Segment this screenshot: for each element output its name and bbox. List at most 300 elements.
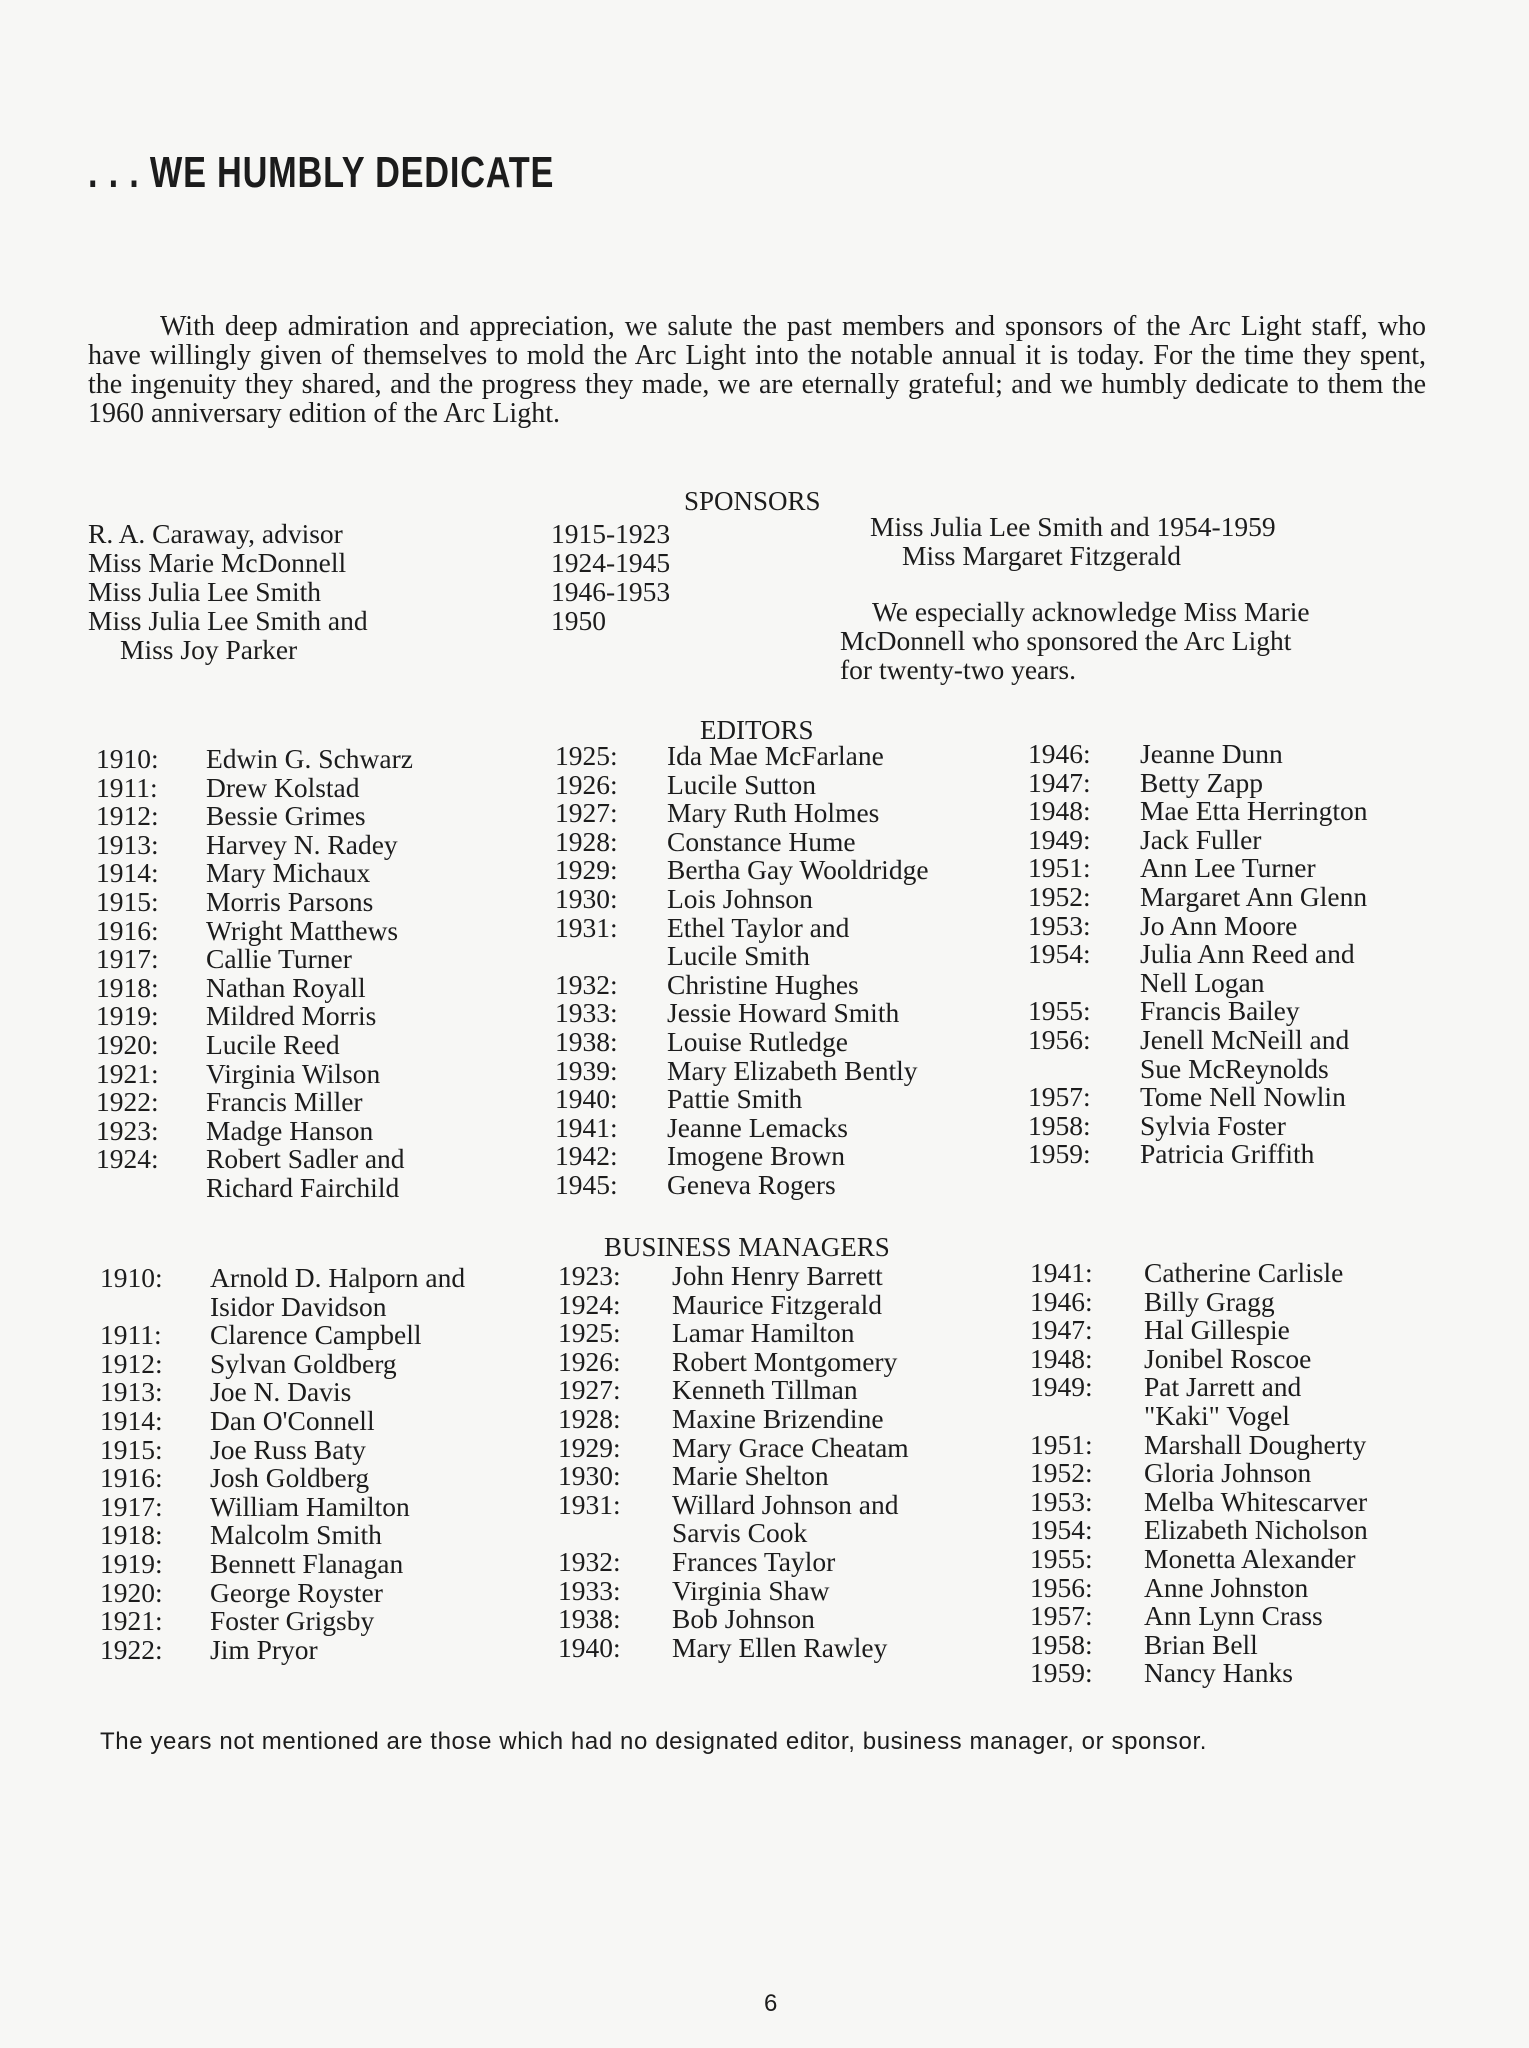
roster-name: Nell Logan	[1140, 966, 1265, 998]
roster-year: 1915:	[100, 1433, 163, 1465]
roster-year: 1914:	[100, 1404, 163, 1436]
roster-year: 1931:	[558, 1488, 621, 1520]
acknowledge-line: for twenty-two years.	[840, 654, 1076, 685]
roster-row	[555, 1142, 929, 1171]
roster-name: Jeanne Lemacks	[667, 1111, 848, 1143]
roster-row	[100, 1404, 465, 1436]
roster-year: 1925:	[558, 1317, 621, 1349]
business-managers-heading: BUSINESS MANAGERS	[604, 1232, 890, 1262]
roster-row	[96, 971, 413, 1003]
roster-name: Elizabeth Nicholson	[1144, 1514, 1368, 1546]
roster-year: 1946:	[1028, 738, 1091, 769]
roster-year	[555, 942, 667, 971]
roster-row	[1030, 1428, 1368, 1460]
roster-row	[555, 799, 929, 828]
roster-year: 1959:	[1030, 1657, 1093, 1689]
roster-name: Maxine Brizendine	[672, 1402, 884, 1434]
roster-year: 1954:	[1028, 938, 1091, 970]
roster-name: Bessie Grimes	[206, 800, 366, 832]
roster-year: 1922:	[96, 1086, 159, 1118]
sponsor-name: Miss Joy Parker	[120, 634, 298, 665]
roster-row	[555, 911, 929, 943]
roster-year: 1932:	[558, 1545, 621, 1577]
roster-year	[96, 1174, 206, 1203]
roster-year: 1923:	[558, 1260, 621, 1291]
roster-name: Ida Mae McFarlane	[667, 740, 884, 771]
roster-row	[96, 1088, 413, 1117]
roster-year: 1948:	[1030, 1342, 1093, 1374]
roster-year: 1953:	[1030, 1485, 1093, 1517]
roster-name: Monetta Alexander	[1144, 1542, 1356, 1574]
roster-year: 1919:	[96, 1000, 159, 1032]
roster-name: Isidor Davidson	[210, 1290, 387, 1322]
roster-row	[555, 1054, 929, 1086]
roster-row	[555, 968, 929, 1000]
roster-year: 1921:	[100, 1605, 163, 1637]
sponsors-heading: SPONSORS	[684, 486, 821, 516]
roster-row	[100, 1290, 465, 1322]
roster-name: Sue McReynolds	[1140, 1052, 1329, 1084]
roster-year: 1929:	[558, 1431, 621, 1463]
roster-name: Jim Pryor	[210, 1633, 318, 1665]
roster-row	[1028, 740, 1368, 769]
roster-name: Dan O'Connell	[210, 1404, 375, 1436]
roster-row	[100, 1347, 465, 1379]
roster-row	[1028, 1023, 1368, 1055]
roster-row	[100, 1633, 465, 1665]
roster-year: 1911:	[96, 771, 158, 803]
sponsor-name: Miss Julia Lee Smith and 1954-1959	[870, 511, 1276, 542]
roster-year: 1925:	[555, 740, 618, 771]
roster-row	[100, 1490, 465, 1522]
roster-row	[100, 1378, 465, 1407]
sponsor-years: 1915-1923	[551, 518, 671, 549]
roster-row	[96, 1145, 413, 1174]
roster-name: Jeanne Dunn	[1140, 738, 1283, 769]
roster-name: Joe N. Davis	[210, 1376, 352, 1408]
roster-name: Marshall Dougherty	[1144, 1428, 1367, 1460]
roster-row	[96, 1002, 413, 1031]
roster-row	[558, 1545, 909, 1577]
editors-column-3	[1028, 740, 1368, 1169]
roster-year: 1952:	[1028, 880, 1091, 912]
roster-name: Gloria Johnson	[1144, 1457, 1312, 1489]
roster-row	[558, 1345, 909, 1377]
business-column-2	[558, 1262, 909, 1662]
roster-row	[96, 802, 413, 831]
roster-name: Patricia Griffith	[1140, 1138, 1315, 1170]
editors-column-1	[96, 745, 413, 1203]
roster-year: 1923:	[96, 1114, 159, 1146]
roster-row	[1028, 854, 1368, 883]
roster-year: 1946:	[1030, 1285, 1093, 1317]
roster-row	[96, 771, 413, 803]
roster-year: 1928:	[555, 825, 618, 857]
roster-row	[1030, 1399, 1368, 1431]
roster-name: Joe Russ Baty	[210, 1433, 366, 1465]
roster-row	[100, 1607, 465, 1636]
roster-row	[96, 1028, 413, 1060]
roster-row	[1028, 797, 1368, 826]
roster-year: 1938:	[558, 1603, 621, 1635]
roster-year: 1947:	[1030, 1314, 1093, 1346]
roster-year: 1957:	[1028, 1081, 1091, 1113]
roster-name: Frances Taylor	[672, 1545, 836, 1577]
roster-year: 1911:	[100, 1319, 162, 1351]
roster-year: 1924:	[558, 1288, 621, 1320]
roster-row	[96, 1114, 413, 1146]
roster-row	[1028, 1083, 1368, 1112]
roster-year: 1926:	[555, 768, 618, 800]
roster-name: Sylvia Foster	[1140, 1109, 1286, 1141]
roster-row	[1028, 1109, 1368, 1141]
roster-year: 1955:	[1030, 1542, 1093, 1574]
roster-row	[1028, 909, 1368, 941]
roster-year	[1028, 1055, 1140, 1084]
roster-row	[558, 1376, 909, 1405]
roster-row	[100, 1547, 465, 1579]
roster-name: Jonibel Roscoe	[1144, 1342, 1312, 1374]
roster-year: 1912:	[100, 1347, 163, 1379]
sponsors-names	[88, 519, 368, 664]
roster-row	[555, 999, 929, 1028]
roster-name: Betty Zapp	[1140, 766, 1263, 798]
roster-row	[555, 1111, 929, 1143]
roster-year: 1938:	[555, 1025, 618, 1057]
roster-year: 1940:	[555, 1083, 618, 1115]
roster-name: "Kaki" Vogel	[1144, 1399, 1290, 1431]
roster-row	[1028, 997, 1368, 1026]
roster-row	[558, 1605, 909, 1634]
roster-name: Clarence Campbell	[210, 1319, 422, 1351]
roster-row	[96, 885, 413, 917]
roster-row	[555, 768, 929, 800]
roster-name: Malcolm Smith	[210, 1519, 382, 1551]
roster-row	[96, 828, 413, 860]
roster-name: Jessie Howard Smith	[667, 997, 900, 1029]
roster-row	[558, 1288, 909, 1320]
roster-row	[1028, 1052, 1368, 1084]
roster-row	[100, 1321, 465, 1350]
roster-row	[555, 1025, 929, 1057]
roster-name: Bertha Gay Wooldridge	[667, 854, 929, 886]
roster-year: 1959:	[1028, 1138, 1091, 1170]
roster-year	[1028, 969, 1140, 998]
roster-row	[96, 945, 413, 974]
roster-year: 1955:	[1028, 995, 1091, 1027]
roster-year: 1913:	[96, 828, 159, 860]
roster-year: 1920:	[100, 1576, 163, 1608]
roster-name: Bennett Flanagan	[210, 1547, 404, 1579]
sponsor-acknowledgement	[840, 597, 1310, 684]
roster-row	[1028, 966, 1368, 998]
roster-name: Christine Hughes	[667, 968, 859, 1000]
roster-year: 1954:	[1030, 1514, 1093, 1546]
roster-year: 1921:	[96, 1057, 159, 1089]
roster-name: Jack Fuller	[1140, 823, 1262, 855]
roster-row	[1030, 1659, 1368, 1688]
sponsors-right	[870, 512, 1276, 570]
roster-name: Brian Bell	[1144, 1628, 1258, 1660]
roster-name: Louise Rutledge	[667, 1025, 849, 1057]
roster-row	[1030, 1459, 1368, 1488]
roster-row	[1030, 1628, 1368, 1660]
roster-row	[100, 1433, 465, 1465]
roster-year: 1928:	[558, 1402, 621, 1434]
roster-name: Wright Matthews	[206, 914, 399, 946]
roster-name: Lucile Smith	[667, 940, 810, 972]
roster-year: 1953:	[1028, 909, 1091, 941]
roster-year: 1949:	[1028, 823, 1091, 855]
roster-row	[1030, 1285, 1368, 1317]
roster-name: Mildred Morris	[206, 1000, 377, 1032]
roster-name: Melba Whitescarver	[1144, 1485, 1368, 1517]
roster-row	[1028, 940, 1368, 969]
roster-year: 1924:	[96, 1143, 159, 1175]
roster-row	[96, 1057, 413, 1089]
roster-year: 1927:	[555, 797, 618, 829]
business-column-3	[1030, 1259, 1368, 1688]
roster-year: 1916:	[96, 914, 159, 946]
roster-year: 1932:	[555, 968, 618, 1000]
roster-name: Hal Gillespie	[1144, 1314, 1290, 1346]
roster-name: Constance Hume	[667, 825, 856, 857]
roster-name: Sylvan Goldberg	[210, 1347, 397, 1379]
roster-name: Foster Grigsby	[210, 1605, 375, 1637]
roster-name: Josh Goldberg	[210, 1462, 370, 1494]
roster-name: Ann Lynn Crass	[1144, 1600, 1323, 1632]
roster-name: Virginia Wilson	[206, 1057, 381, 1089]
editors-heading: EDITORS	[700, 715, 814, 745]
roster-row	[96, 859, 413, 888]
roster-name: Margaret Ann Glenn	[1140, 880, 1368, 912]
roster-year: 1941:	[1030, 1257, 1093, 1288]
roster-row	[1028, 766, 1368, 798]
roster-name: Lucile Reed	[206, 1028, 340, 1060]
roster-name: William Hamilton	[210, 1490, 410, 1522]
roster-year: 1918:	[96, 971, 159, 1003]
roster-name: John Henry Barrett	[672, 1260, 883, 1291]
roster-row	[100, 1464, 465, 1493]
sponsor-name: Miss Julia Lee Smith	[88, 576, 321, 607]
roster-year: 1920:	[96, 1028, 159, 1060]
roster-year: 1949:	[1030, 1371, 1093, 1403]
sponsors-years	[551, 519, 670, 635]
roster-year: 1933:	[558, 1574, 621, 1606]
roster-name: Francis Miller	[206, 1086, 363, 1118]
roster-year: 1948:	[1028, 795, 1091, 827]
roster-year: 1912:	[96, 800, 159, 832]
roster-name: Marie Shelton	[672, 1460, 829, 1492]
roster-row	[1030, 1485, 1368, 1517]
roster-year: 1930:	[555, 882, 618, 914]
roster-row	[555, 825, 929, 857]
roster-name: Julia Ann Reed and	[1140, 938, 1355, 970]
roster-name: Mary Ellen Rawley	[672, 1631, 888, 1663]
roster-year: 1931:	[555, 911, 618, 943]
roster-row	[1030, 1259, 1368, 1288]
roster-row	[558, 1402, 909, 1434]
roster-year: 1940:	[558, 1631, 621, 1663]
roster-year: 1951:	[1028, 852, 1091, 884]
roster-name: Drew Kolstad	[206, 771, 360, 803]
roster-name: Catherine Carlisle	[1144, 1257, 1344, 1288]
editors-column-2	[555, 742, 929, 1200]
roster-row	[555, 1085, 929, 1114]
roster-row	[555, 1168, 929, 1200]
roster-year: 1958:	[1030, 1628, 1093, 1660]
roster-row	[100, 1576, 465, 1608]
acknowledge-line: McDonnell who sponsored the Arc Light	[840, 625, 1292, 656]
roster-name: Willard Johnson and	[672, 1488, 899, 1520]
sponsor-name: Miss Margaret Fitzgerald	[902, 540, 1182, 571]
roster-name: Virginia Shaw	[672, 1574, 830, 1606]
roster-name: Madge Hanson	[206, 1114, 374, 1146]
roster-name: Imogene Brown	[667, 1140, 845, 1172]
sponsor-name: Miss Marie McDonnell	[88, 547, 347, 578]
roster-row	[100, 1521, 465, 1550]
roster-name: Callie Turner	[206, 943, 352, 975]
roster-year: 1910:	[96, 743, 159, 774]
roster-year: 1952:	[1030, 1457, 1093, 1489]
roster-year: 1929:	[555, 854, 618, 886]
roster-row	[558, 1488, 909, 1520]
roster-row	[558, 1574, 909, 1606]
roster-name: Robert Sadler and	[206, 1143, 405, 1175]
sponsor-name: R. A. Caraway, advisor	[88, 518, 343, 549]
roster-year: 1941:	[555, 1111, 618, 1143]
roster-name: Ethel Taylor and	[667, 911, 850, 943]
roster-name: Maurice Fitzgerald	[672, 1288, 882, 1320]
roster-year: 1926:	[558, 1345, 621, 1377]
roster-name: Ann Lee Turner	[1140, 852, 1316, 884]
roster-row	[558, 1631, 909, 1663]
roster-year: 1913:	[100, 1376, 163, 1408]
roster-name: Lamar Hamilton	[672, 1317, 855, 1349]
roster-row	[555, 856, 929, 885]
roster-row	[555, 742, 929, 771]
roster-name: Sarvis Cook	[672, 1517, 808, 1549]
roster-name: Nancy Hanks	[1144, 1657, 1293, 1689]
dedication-paragraph: With deep admiration and appreciation, we salute the past members and sponsors of the Arc Light staff, who have willingly given of themselves to mold the Arc Light into the notable annual it is today. For the time they spent, the ingenuity they shared, and the progress they made, we are eternally grateful; and we humbly dedicate to them the 1960 anniversary edition of the Arc Light.	[88, 311, 1426, 429]
roster-row	[555, 882, 929, 914]
roster-name: Mary Grace Cheatam	[672, 1431, 909, 1463]
roster-row	[1030, 1542, 1368, 1574]
roster-year: 1956:	[1028, 1023, 1091, 1055]
roster-row	[558, 1319, 909, 1348]
roster-name: Jenell McNeill and	[1140, 1023, 1350, 1055]
page-title: . . . WE HUMBLY DEDICATE	[88, 148, 555, 197]
roster-name: Richard Fairchild	[206, 1171, 400, 1203]
roster-year	[1030, 1402, 1144, 1431]
roster-name: Billy Gragg	[1144, 1285, 1275, 1317]
roster-year: 1917:	[96, 943, 159, 975]
roster-row	[100, 1264, 465, 1293]
roster-row	[558, 1462, 909, 1491]
roster-row	[558, 1519, 909, 1548]
roster-name: Nathan Royall	[206, 971, 366, 1003]
roster-year: 1947:	[1028, 766, 1091, 798]
roster-year: 1933:	[555, 997, 618, 1029]
roster-year: 1930:	[558, 1460, 621, 1492]
roster-name: Kenneth Tillman	[672, 1374, 858, 1406]
roster-year: 1945:	[555, 1168, 618, 1200]
roster-row	[96, 914, 413, 946]
roster-name: Geneva Rogers	[667, 1168, 836, 1200]
roster-year: 1956:	[1030, 1571, 1093, 1603]
roster-row	[96, 1171, 413, 1203]
roster-name: Mae Etta Herrington	[1140, 795, 1368, 827]
roster-name: Jo Ann Moore	[1140, 909, 1298, 941]
roster-name: Lucile Sutton	[667, 768, 816, 800]
roster-name: Mary Elizabeth Bently	[667, 1054, 918, 1086]
roster-year: 1917:	[100, 1490, 163, 1522]
roster-name: Mary Ruth Holmes	[667, 797, 880, 829]
roster-row	[1030, 1373, 1368, 1402]
roster-name: Anne Johnston	[1144, 1571, 1309, 1603]
roster-year: 1910:	[100, 1262, 163, 1293]
sponsor-name: Miss Julia Lee Smith and	[88, 605, 368, 636]
roster-year: 1914:	[96, 857, 159, 889]
roster-year: 1958:	[1028, 1109, 1091, 1141]
roster-year: 1918:	[100, 1519, 163, 1551]
roster-row	[1030, 1516, 1368, 1545]
roster-name: Pat Jarrett and	[1144, 1371, 1302, 1403]
roster-name: Morris Parsons	[206, 885, 374, 917]
sponsor-years: 1924-1945	[551, 547, 671, 578]
roster-year: 1939:	[555, 1054, 618, 1086]
roster-name: Robert Montgomery	[672, 1345, 898, 1377]
roster-row	[1028, 880, 1368, 912]
roster-name: Harvey N. Radey	[206, 828, 398, 860]
roster-row	[1030, 1571, 1368, 1603]
roster-name: Pattie Smith	[667, 1083, 803, 1115]
roster-name: Bob Johnson	[672, 1603, 815, 1635]
roster-row	[555, 942, 929, 971]
business-column-1	[100, 1264, 465, 1664]
roster-row	[1030, 1316, 1368, 1345]
roster-name: Edwin G. Schwarz	[206, 743, 413, 774]
roster-year	[100, 1293, 210, 1322]
sponsor-years: 1950	[551, 605, 606, 636]
roster-row	[558, 1431, 909, 1463]
roster-row	[1028, 1140, 1368, 1169]
roster-year: 1916:	[100, 1462, 163, 1494]
roster-name: Mary Michaux	[206, 857, 371, 889]
roster-year: 1922:	[100, 1633, 163, 1665]
roster-row	[1030, 1342, 1368, 1374]
roster-row	[558, 1262, 909, 1291]
roster-name: George Royster	[210, 1576, 383, 1608]
roster-year	[558, 1519, 672, 1548]
roster-year: 1915:	[96, 885, 159, 917]
roster-year: 1942:	[555, 1140, 618, 1172]
footnote: The years not mentioned are those which had no designated editor, business manager, or sponsor.	[100, 1728, 1207, 1755]
roster-year: 1927:	[558, 1374, 621, 1406]
roster-row	[96, 745, 413, 774]
roster-name: Tome Nell Nowlin	[1140, 1081, 1346, 1113]
roster-year: 1957:	[1030, 1600, 1093, 1632]
sponsor-years: 1946-1953	[551, 576, 671, 607]
roster-name: Arnold D. Halporn and	[210, 1262, 466, 1293]
roster-year: 1951:	[1030, 1428, 1093, 1460]
roster-row	[1030, 1602, 1368, 1631]
acknowledge-line: We especially acknowledge Miss Marie	[872, 596, 1310, 627]
roster-name: Lois Johnson	[667, 882, 813, 914]
page-number: 6	[764, 1990, 778, 2017]
roster-row	[1028, 823, 1368, 855]
roster-name: Francis Bailey	[1140, 995, 1300, 1027]
